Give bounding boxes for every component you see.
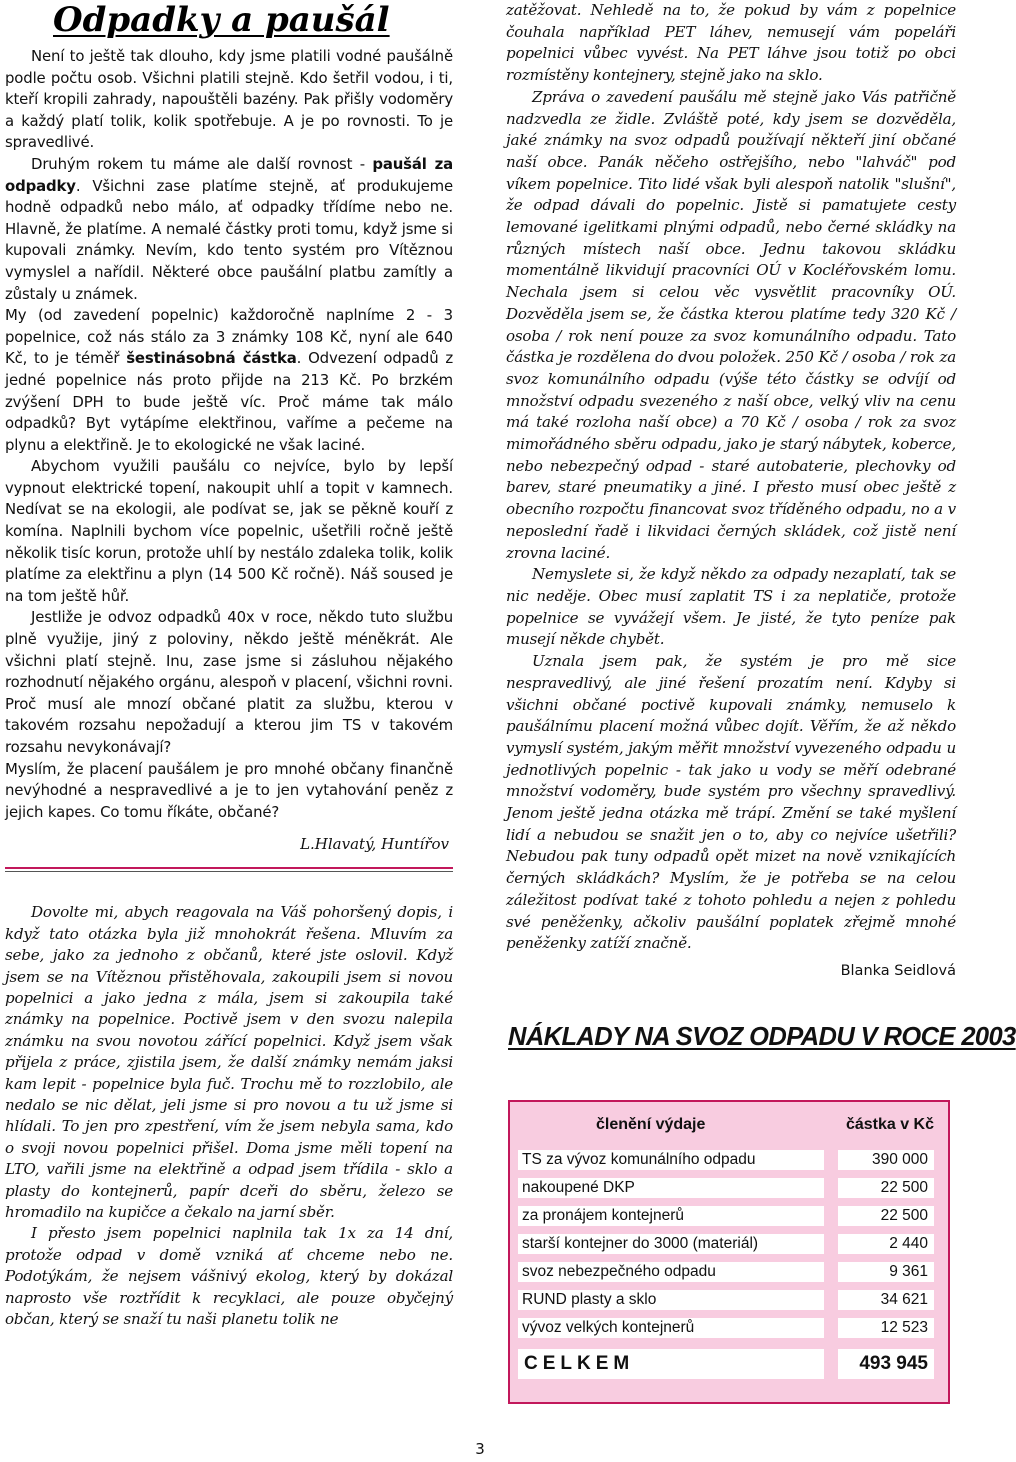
paragraph: zatěžovat. Nehledě na to, že pokud by vám z popelnice čouhala například PET láhev, nemusejí vám popeláři popelnici vůbec vyvést. Na PET láhve jsou totiž po obci rozmístěny kontejnery, stejně jako na sklo. (506, 1, 956, 85)
total-row (514, 1347, 944, 1381)
row-item: za pronájem kontejnerů (518, 1206, 824, 1226)
emphasis: šestinásobná částka (126, 349, 297, 368)
left-column (5, 0, 453, 1331)
row-amount: 390 000 (838, 1150, 934, 1170)
paragraph: Není to ještě tak dlouho, kdy jsme platili vodné paušálně podle počtu osob. Všichni platili stejně. Kdo šetřil vodou, i ti, kteří kropili zahrady, napouštěli bazény. Pak přišly vodoměry a každý platí tolik, kolik spotřebuje. A je po rovnosti. To je spravedlivé. (5, 47, 453, 152)
right-column (506, 0, 1016, 1052)
total-label: CELKEM (518, 1349, 824, 1379)
text-run: . Odvezení odpadů z jedné popelnice nás proto přijde na 213 Kč. Po brzkém zvýšení DPH to bude ještě víc. Proč máme tak málo odpadků? Byt vytápíme elektřinou, vaříme a pečeme na plynu a elektřině. Je to ekologické ne však laciné. (5, 349, 453, 454)
text-run: Druhým rokem tu máme ale další rovnost - (31, 154, 373, 173)
paragraph: Uznala jsem pak, že systém je pro mě sice nespravedlivý, ale jiné řešení prozatím není. Kdyby si všichni občané poctivě kupovali známky, nemuselo k paušálnímu placení možná vůbec dojít. Věřím, že až někdo vymyslí systém, jakým měřit množství vyvezeného odpadu u jednotlivých popelnic - tak jako u vody se měří odebrané množství vodoměry, bude systém pro všechny spravedlivý. Jenom ještě jedna otázka mě trápí. Změní se také myšlení lidí a nebudou se snažit jen o to, aby co nejvíce ušetřili? Nebudou pak tuny odpadů opět mizet na nově vznikajících černých skládkách? Myslím, že je potřeba se na celou záležitost podívat také z tohoto pohledu a nejen z pohledu své peněženky, ačkoliv paušální poplatek zřejmě mnohé peněženky zatíží značně. (506, 652, 956, 953)
table-row (514, 1314, 944, 1342)
paragraph: Dovolte mi, abych reagovala na Váš pohoršený dopis, i když tato otázka byla již mnohokrát řešena. Mluvím za sebe, jako za jednoho z občanů, které jste oslovil. Když jsem se na Vítěznou přistěhovala, zakoupili jsem si novou popelnici a jako jedna z mála, jsem si zakoupila také známky na popelnice. Poctivě jsem v den svozu nalepila známku na svou novotou zářící popelnici. Když jsem však přijela z práce, zjistila jsem, že další známky nemám jaksi kam lepit - popelnice byla fuč. Trochu mě to rozzlobilo, ale nedalo se nic dělat, jeli jsme si pro novou a tu už jsme si hlídali. To jen pro zpestření, vím že jsem nebyla sama, kdo o svoji novou popelnici přišel. Doma jsme měli topení na LTO, vařili jsme na elektřině a odpad jsem třídila - sklo a plasty do kontejnerů, papír dceři do sběru, železo se hromadilo na kupičce a čekalo na jarní sběr. (5, 903, 453, 1222)
table-row (514, 1230, 944, 1258)
page-number: 3 (475, 1440, 485, 1458)
costs-title: NÁKLADY NA SVOZ ODPADU V ROCE 2003 (508, 1022, 1016, 1051)
row-item: svoz nebezpečného odpadu (518, 1262, 824, 1282)
paragraph: Abychom využili paušálu co nejvíce, bylo by lepší vypnout elektrické topení, nakoupit uhlí a topit v kamnech. Nedívat se na ekologii, ale podívat se, jak se pěkně kouří z komína. Naplnili bychom více popelnic, ušetřili ročně ještě několik tisíc korun, protože uhlí by nestálo zdaleka tolik, kolik platíme za elektřinu a plyn (14 500 Kč ročně). Náš soused je na tom ještě hůř. (5, 457, 453, 605)
row-item: starší kontejner do 3000 (materiál) (518, 1234, 824, 1254)
paragraph: Jestliže je odvoz odpadků 40x v roce, někdo tuto službu plně využije, jiný z poloviny, někdo ještě méněkrát. Ale všichni platí stejně. Inu, zase jsme si zásluhou nějakého rozhodnutí nějakého orgánu, alespoň v placení, všichni rovni. Proč musí ale mnozí občané platit za službu, kterou v takovém rozsahu nepožadují a kterou jim TS v takovém rozsahu nevykonávají? (5, 608, 453, 756)
row-item: nakoupené DKP (518, 1178, 824, 1198)
paragraph (5, 154, 453, 305)
table-header (510, 1102, 948, 1146)
article-seidlova-continued (506, 0, 956, 955)
table-row (514, 1202, 944, 1230)
article-title: Odpadky a paušál (53, 0, 390, 40)
row-amount: 12 523 (838, 1318, 934, 1338)
paragraph: Nemyslete si, že když někdo za odpady nezaplatí, tak se nic neděje. Obec musí zaplatit TS i za neplatiče, protože popelnice se vyvážejí všem. Je jisté, že tyto peníze pak musejí někde chybět. (506, 565, 956, 649)
row-item: RUND plasty a sklo (518, 1290, 824, 1310)
emphasis: paušál za odpadky (5, 154, 453, 195)
column-header-amount: částka v Kč (845, 1116, 934, 1133)
article-hlavaty (5, 46, 453, 823)
column-header-item: členění výdaje (596, 1116, 706, 1133)
signature-seidlova: Blanka Seidlová (840, 962, 956, 979)
row-item: TS za vývoz komunálního odpadu (518, 1150, 824, 1170)
row-amount: 22 500 (838, 1206, 934, 1226)
text-run: . Všichni zase platíme stejně, ať produkujeme hodně odpadků nebo málo, ať odpadky třídíme nebo ne. Hlavně, že platíme. A nemalé částky proti tomu, když jsme si kupovali známky. Nevím, kdo tento systém pro Vítěznou vymyslel a nařídil. Některé obce paušální platbu zamítly a zůstaly u známek. (5, 176, 453, 303)
paragraph: Zpráva o zavedení paušálu mě stejně jako Vás patřičně nadzvedla ze židle. Zvláště poté, kdy jsem se dozvěděla, jaké známky na svoz odpadů používají někteří jiní občané naší obce. Panák něčeho ostřejšího, nebo "lahváč" pod víkem popelnice. Tito lidé však byli alespoň natolik "slušní", že odpad dávali do popelnic. Jistě si pamatujete cesty lemované igelitkami plnými odpadů, nebo černé skládky na různých místech naší obce. Jednu takovou skládku momentálně likvidují pracovníci OÚ v Kocléřovském lomu. Nechala jsem si celou věc vysvětlit pracovníky OÚ. Dozvěděla jsem se, že částka kterou platíme tedy 320 Kč / osoba / rok není pouze za svoz komunálního odpadu. Tato částka je rozdělena do dvou položek. 250 Kč / osoba / rok za svoz komunálního odpadu (výše této částky se odvíjí od množství odpadu svezeného z naší obce, velký vliv na cenu má také rozloha naší obce) a 70 Kč / osoba / rok za svoz mimořádného sběru odpadu, jako je starý nábytek, koberce, nebo nebezpečný odpad - staré autobaterie, plechovky od barev, staré pneumatiky a jiné. I přesto musí obec ještě z obecního rozpočtu financovat svoz tříděného odpadu, no a v neposlední řadě i likvidaci černých skládek, což jistě není zrovna laciné. (506, 87, 956, 562)
signature-hlavaty: L.Hlavatý, Huntířov (300, 835, 449, 854)
article-seidlova (5, 902, 453, 1330)
row-amount: 2 440 (838, 1234, 934, 1254)
paragraph: Myslím, že placení paušálem je pro mnohé občany finančně nevýhodné a nespravedlivé a je to jen vytahování peněz z jejich kapes. Co tomu říkáte, občané? (5, 759, 453, 821)
total-amount: 493 945 (838, 1349, 934, 1379)
paragraph: I přesto jsem popelnici naplnila tak 1x za 14 dní, protože odpad v domě vzniká ať chceme nebo ne. Podotýkám, že nejsem vášnivý ekolog, který by dokázal naprosto vše roztřídit k recyklaci, ale pouze obyčejný občan, který se snaží tu naši planetu tolik ne (5, 1224, 453, 1329)
row-amount: 9 361 (838, 1262, 934, 1282)
table-body (514, 1146, 944, 1342)
divider (5, 867, 453, 872)
text-run: My (od zavedení popelnic) každoročně naplníme 2 - 3 popelnice, což nás stálo za 3 známky 108 Kč, nyní ale 640 Kč, to je téměř (5, 306, 453, 368)
table-row (514, 1174, 944, 1202)
row-item: vývoz velkých kontejnerů (518, 1318, 824, 1338)
paragraph (5, 305, 453, 456)
row-amount: 34 621 (838, 1290, 934, 1310)
table-row (514, 1258, 944, 1286)
table-row (514, 1146, 944, 1174)
row-amount: 22 500 (838, 1178, 934, 1198)
costs-table (508, 1100, 950, 1404)
table-row (514, 1286, 944, 1314)
